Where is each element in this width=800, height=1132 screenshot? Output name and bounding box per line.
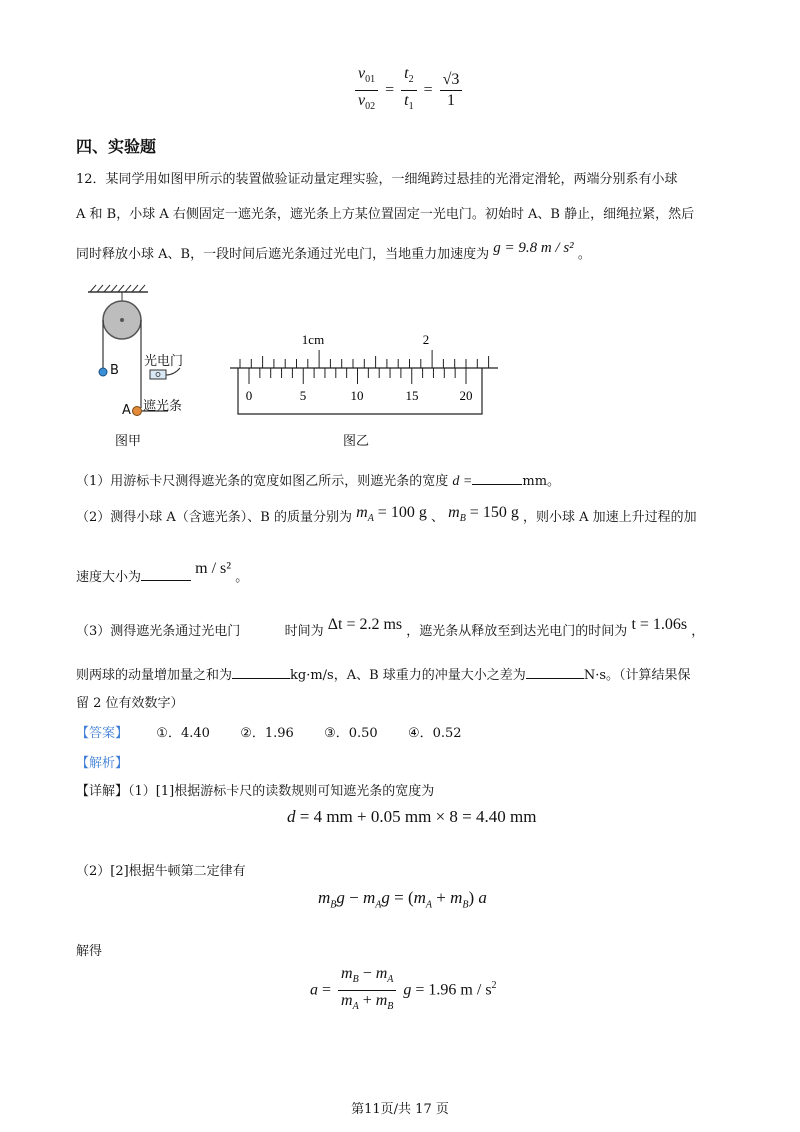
answer-blank-1[interactable] [472, 472, 522, 485]
analysis-tag: 【解析】 [76, 756, 129, 771]
sub-question-3-line-2: 则两球的动量增加量之和为 kg·m/s，A、B 球重力的冲量大小之差为 N·s。（计算结果保 [76, 668, 691, 683]
page-footer: 第11页/共 17 页 [351, 1102, 449, 1117]
top-formula: $\frac{v_{01}}{v_{02}}$ = $\frac{t_2}{t_1}$ = $\frac{√3}{1}$ [352, 64, 465, 117]
sub-question-2-line-2: 速度大小为 m / s² 。 [76, 560, 249, 585]
label-strip: 遮光条 [143, 399, 183, 414]
label-photogate: 光电门 [144, 354, 184, 369]
vernier-label-20: 20 [459, 388, 473, 403]
answer-item-4: ④．0.52 [407, 726, 462, 741]
detail-p3: 解得 [76, 944, 103, 959]
answer-item-2: ②．1.96 [240, 726, 294, 741]
detail-tag: 【详解】 [76, 784, 129, 799]
ball-b [99, 368, 107, 376]
caption-yi: 图乙 [343, 434, 370, 449]
detail-p1: 【详解】（1）[1]根据游标卡尺的读数规则可知遮光条的宽度为 [76, 784, 435, 799]
question-line-1: 12．某同学用如图甲所示的装置做验证动量定理实验，一细绳跨过悬挂的光滑定滑轮，两端分别系有小球 [76, 172, 678, 187]
sub-question-1: （1）用游标卡尺测得遮光条的宽度如图乙所示，则遮光条的宽度 d = mm。 [76, 474, 561, 489]
vernier-label-15: 15 [405, 388, 419, 403]
label-b: B [110, 363, 119, 378]
caption-jia: 图甲 [115, 434, 142, 449]
main-label-2: 2 [422, 332, 430, 347]
equation-3: a = $\frac{m_B - m_A}{m_A + m_B}$ g = 1.96 m / $s^2$ [310, 965, 497, 1013]
label-a: A [122, 403, 131, 418]
answer-item-3: ③．0.50 [324, 726, 378, 741]
vernier-label-5: 5 [299, 388, 307, 403]
vernier-label-10: 10 [350, 388, 364, 403]
photogate-icon [150, 370, 166, 379]
answer-tag: 【答案】 [76, 726, 129, 741]
equation-2: $m_Bg - m_Ag = (m_A + m_B)$ a [318, 888, 487, 911]
sub-question-2: （2）测得小球 A（含遮光条）、B 的质量分别为 $m_A = 100$ g 、 $m_B = 150$ g ，则小球 A 加速上升过程的加 [76, 504, 697, 525]
sub-question-3-line-3: 留 2 位有效数字） [76, 696, 184, 711]
detail-p2: （2）[2]根据牛顿第二定律有 [76, 864, 246, 879]
section-title: 四、实验题 [76, 137, 157, 156]
gravity-value: g = 9.8 m / s² [493, 240, 574, 256]
ball-a [133, 407, 142, 416]
figure-yi [230, 328, 500, 424]
answer-row [76, 722, 462, 741]
sub-question-3: （3）测得遮光条通过光电门 时间为 Δt = 2.2 ms ，遮光条从释放至到达光电门的时间为 t = 1.06s ， [76, 616, 705, 639]
answer-blank-3[interactable] [232, 666, 290, 679]
answer-item-1: ①．4.40 [156, 726, 210, 741]
main-label-1cm: 1cm [301, 332, 325, 347]
question-line-2: A 和 B，小球 A 右侧固定一遮光条，遮光条上方某位置固定一光电门。初始时 A、B 静止，细绳拉紧，然后 [76, 207, 695, 222]
question-line-3: 同时释放小球 A、B，一段时间后遮光条通过光电门，当地重力加速度为 g = 9.8 m / s² 。 [76, 240, 591, 262]
answer-blank-4[interactable] [526, 666, 584, 679]
equation-1: d = 4 mm + 0.05 mm × 8 = 4.40 mm [287, 807, 537, 826]
vernier-label-0: 0 [245, 388, 253, 403]
answer-blank-2[interactable] [141, 568, 191, 581]
